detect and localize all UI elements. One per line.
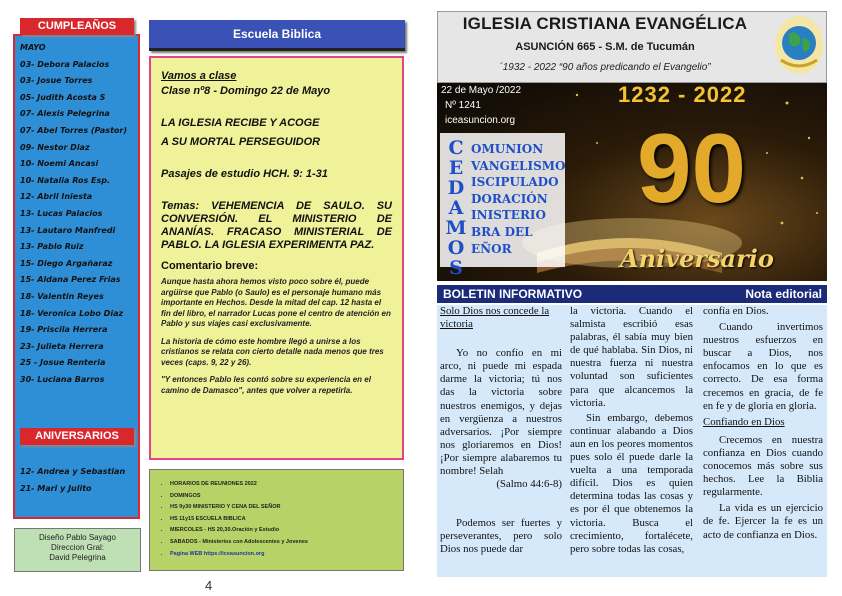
birthday-item: 13- Lautaro Manfredi — [20, 225, 116, 235]
bulletin-date: 22 de Mayo /2022 — [441, 85, 522, 96]
church-address: ASUNCIÓN 665 - S.M. de Tucumán — [515, 41, 695, 53]
school-passages: Pasajes de estudio HCH. 9: 1-31 — [161, 168, 328, 180]
acrostic-word: VANGELISMO — [471, 158, 566, 173]
acrostic-word: OMUNION — [471, 142, 544, 156]
school-themes: Temas: VEHEMENCIA DE SAULO. SU CONVERSIÓN. EL MINISTERIO DE ANANÍAS. FRACASO MINISTERIAL DE PABLO. LA IGLESIA EXPERIMENTA PAZ. — [161, 200, 392, 251]
editorial-reference: (Salmo 44:6-8) — [496, 478, 562, 491]
birthday-item: 12- Abril Iniesta — [20, 192, 93, 202]
anniversary-item: 12- Andrea y Sebastian — [20, 467, 126, 476]
birthday-item: 25 - Josue Renteria — [20, 358, 106, 368]
birthday-item: 07- Alexis Pelegrina — [20, 109, 110, 119]
acrostic-letter: S — [449, 257, 463, 279]
anniversaries-list — [20, 463, 138, 497]
editorial-paragraph: Yo no confío en mi arco, ni puede mi espada darme la victoria; tú nos das la victoria sobre nuestros enemigos, y dejas en vergüenza a nuestros adversarios. ¡Por siempre nos gloriaremos en Dios! ¡Por siempre alabaremos tu nombre! Selah — [440, 347, 562, 478]
acrostic-word: INISTERIO — [471, 208, 546, 223]
bible-school-panel — [149, 56, 404, 460]
church-motto: ´1932 - 2022 “90 años predicando el Evangelio” — [499, 62, 711, 73]
schedule-item: • HS 9y30 MINISTERIO Y CENA DEL SEÑOR — [170, 502, 397, 514]
acrostic-word: DORACIÓN — [471, 191, 548, 206]
birthday-item: 15- Aldana Perez Frias — [20, 275, 121, 285]
bulletin-bar — [437, 285, 827, 303]
anniversary-script: Aniversario — [620, 244, 774, 273]
school-lesson-line-2: A SU MORTAL PERSEGUIDOR — [161, 136, 321, 148]
birthday-item: 19- Priscila Herrera — [20, 325, 108, 335]
editorial-paragraph: Crecemos en nuestra confianza en Dios cuando conocemos más sobre sus hechos. Lee la Biblia regularmente. — [703, 433, 823, 499]
editorial-paragraph: Podemos ser fuertes y perseverantes, pero solo Dios nos puede dar — [440, 517, 562, 556]
editorial-paragraph: la victoria. Cuando el salmista escribió esas palabras, él sabía muy bien de qué hablaba. Sin Dios, ni nuestra fuerza ni nuestra voluntad son suficientes para que alcancemos la victoria. — [570, 305, 693, 409]
school-comment-title: Comentario breve: — [161, 260, 259, 272]
church-logo-globe-icon — [775, 16, 823, 74]
schedule-item: • MIERCOLES - HS 20,30.Oración y Estudio — [170, 525, 397, 537]
schedule-panel — [149, 469, 404, 571]
school-comment-3: "Y entonces Pablo les contó sobre su experiencia en el camino de Damasco", antes que volver a repetirla. — [161, 375, 371, 395]
acrostic-letter: C — [448, 137, 464, 159]
acrostic-letter: D — [447, 177, 465, 199]
birthday-item: 10- Noemi Ancasi — [20, 159, 99, 169]
birthday-item: 30- Luciana Barros — [20, 374, 105, 384]
acrostic-word: EÑOR — [471, 241, 512, 256]
birthday-item: 13- Pablo Ruiz — [20, 242, 84, 252]
editorial-paragraph: Cuando invertimos nuestros esfuerzos en buscar a Dios, nos enfocamos en lo que es correcto. De esa forma crecemos en gracia, de fe en fe y de gloria en gloria. — [703, 321, 823, 412]
birthdays-list — [20, 40, 138, 388]
bulletin-number: Nº 1241 — [445, 100, 481, 111]
schedule-web-link[interactable]: • Pagina WEB https://iceasuncion.org — [170, 549, 397, 561]
editorial-title: Nota editorial — [745, 287, 822, 301]
schedule-item: • SABADOS - Ministerios con Adolescentes y Jovenes — [170, 537, 397, 549]
acrostic-letter: A — [448, 197, 464, 219]
acrostic-word: BRA DEL — [471, 224, 533, 239]
anniversary-item: 21- Mari y Julito — [20, 484, 92, 493]
acrostic-word: ISCIPULADO — [471, 175, 559, 190]
editorial-heading: Solo Dios nos concede la victoria — [440, 305, 550, 331]
credits-direction-label: Direccion Gral: — [51, 543, 104, 552]
birthday-item: 07- Abel Torres (Pastor) — [20, 125, 127, 135]
credits-box — [14, 528, 141, 572]
editorial-paragraph: confía en Dios. — [703, 305, 769, 317]
birthday-item: 23- Julieta Herrera — [20, 341, 104, 351]
birthday-item: 10- Natalia Ros Esp. — [20, 175, 111, 185]
birthday-item: 03- Debora Palacios — [20, 59, 110, 69]
website-label: iceasuncion.org — [445, 115, 516, 126]
birthday-item: 09- Nestor Diaz — [20, 142, 90, 152]
bible-school-title: Escuela Biblica — [149, 20, 405, 51]
birthdays-title: CUMPLEAÑOS — [20, 18, 134, 35]
credits-director: David Pelegrina — [49, 553, 106, 562]
school-lesson-line-1: LA IGLESIA RECIBE Y ACOGE — [161, 117, 320, 129]
schedule-item: • DOMINGOS — [170, 491, 397, 503]
acrostic-words — [471, 141, 566, 257]
editorial-subheading: Confiando en Dios — [703, 415, 785, 428]
bulletin-title: BOLETIN INFORMATIVO — [443, 287, 583, 301]
page-number: 4 — [205, 578, 213, 593]
editorial-paragraph: La vida es un ejercicio de fe. Ejercer la fe es un acto de confianza en Dios. — [703, 502, 823, 541]
editorial-column-1 — [440, 305, 562, 557]
anniversaries-title: ANIVERSARIOS — [20, 428, 134, 445]
editorial-paragraph: Sin embargo, debemos continuar alabando a Dios aun en los peores momentos pues solo él puede darle la vuelta a una temporada difícil. Dios es quien determina todas las cosas y es por él que obtenemos la victoria. Busca el crecimiento, fortalécete, pero sobre todas las cosas, — [570, 411, 693, 555]
acrostic-letter: O — [447, 237, 465, 259]
acrostic-letter: E — [448, 157, 464, 179]
church-name: IGLESIA CRISTIANA EVANGÉLICA — [462, 14, 748, 33]
schedule-item: • HORARIOS DE REUNIONES 2022 — [170, 479, 397, 491]
birthday-item: 18- Veronica Lobo Diaz — [20, 308, 124, 318]
school-comment-2: La historia de cómo este hombre llegó a unirse a los cristianos se relata con cierto detalle nada menos que tres veces (caps. 9, 22 y 26). — [161, 336, 384, 367]
acrostic-letters — [445, 138, 467, 278]
anniversary-years: 1232 - 2022 — [618, 82, 747, 107]
acrostic-letter: M — [445, 217, 467, 239]
school-class-line: Clase nº8 - Domingo 22 de Mayo — [161, 85, 331, 97]
birthday-item: 03- Josue Torres — [20, 76, 93, 86]
birthday-item: 05- Judith Acosta S — [20, 92, 106, 102]
editorial-column-3 — [703, 305, 823, 542]
birthday-item: 13- Lucas Palacios — [20, 208, 103, 218]
birthday-item: 18- Valentin Reyes — [20, 291, 104, 301]
credits-design: Diseño Pablo Sayago — [39, 533, 116, 542]
school-heading: Vamos a clase — [161, 70, 237, 82]
anniversary-number: 90 — [637, 113, 747, 223]
school-comment-1: Aunque hasta ahora hemos visto poco sobre él, puede argüirse que Pablo (o Saulo) es el personaje humano más importante en Hechos. Desde la mitad del cap. 12 hasta el fin del libro, el narrador Lucas pone el centro de atención en Pablo y sus viajes casi exclusivamente. — [161, 277, 391, 328]
schedule-item: • HS 11y15 ESCUELA BIBLICA — [170, 514, 397, 526]
editorial-column-2 — [570, 305, 693, 556]
birthday-item: 15- Diego Argañaraz — [20, 258, 113, 268]
birthdays-month: MAYO — [20, 43, 46, 52]
